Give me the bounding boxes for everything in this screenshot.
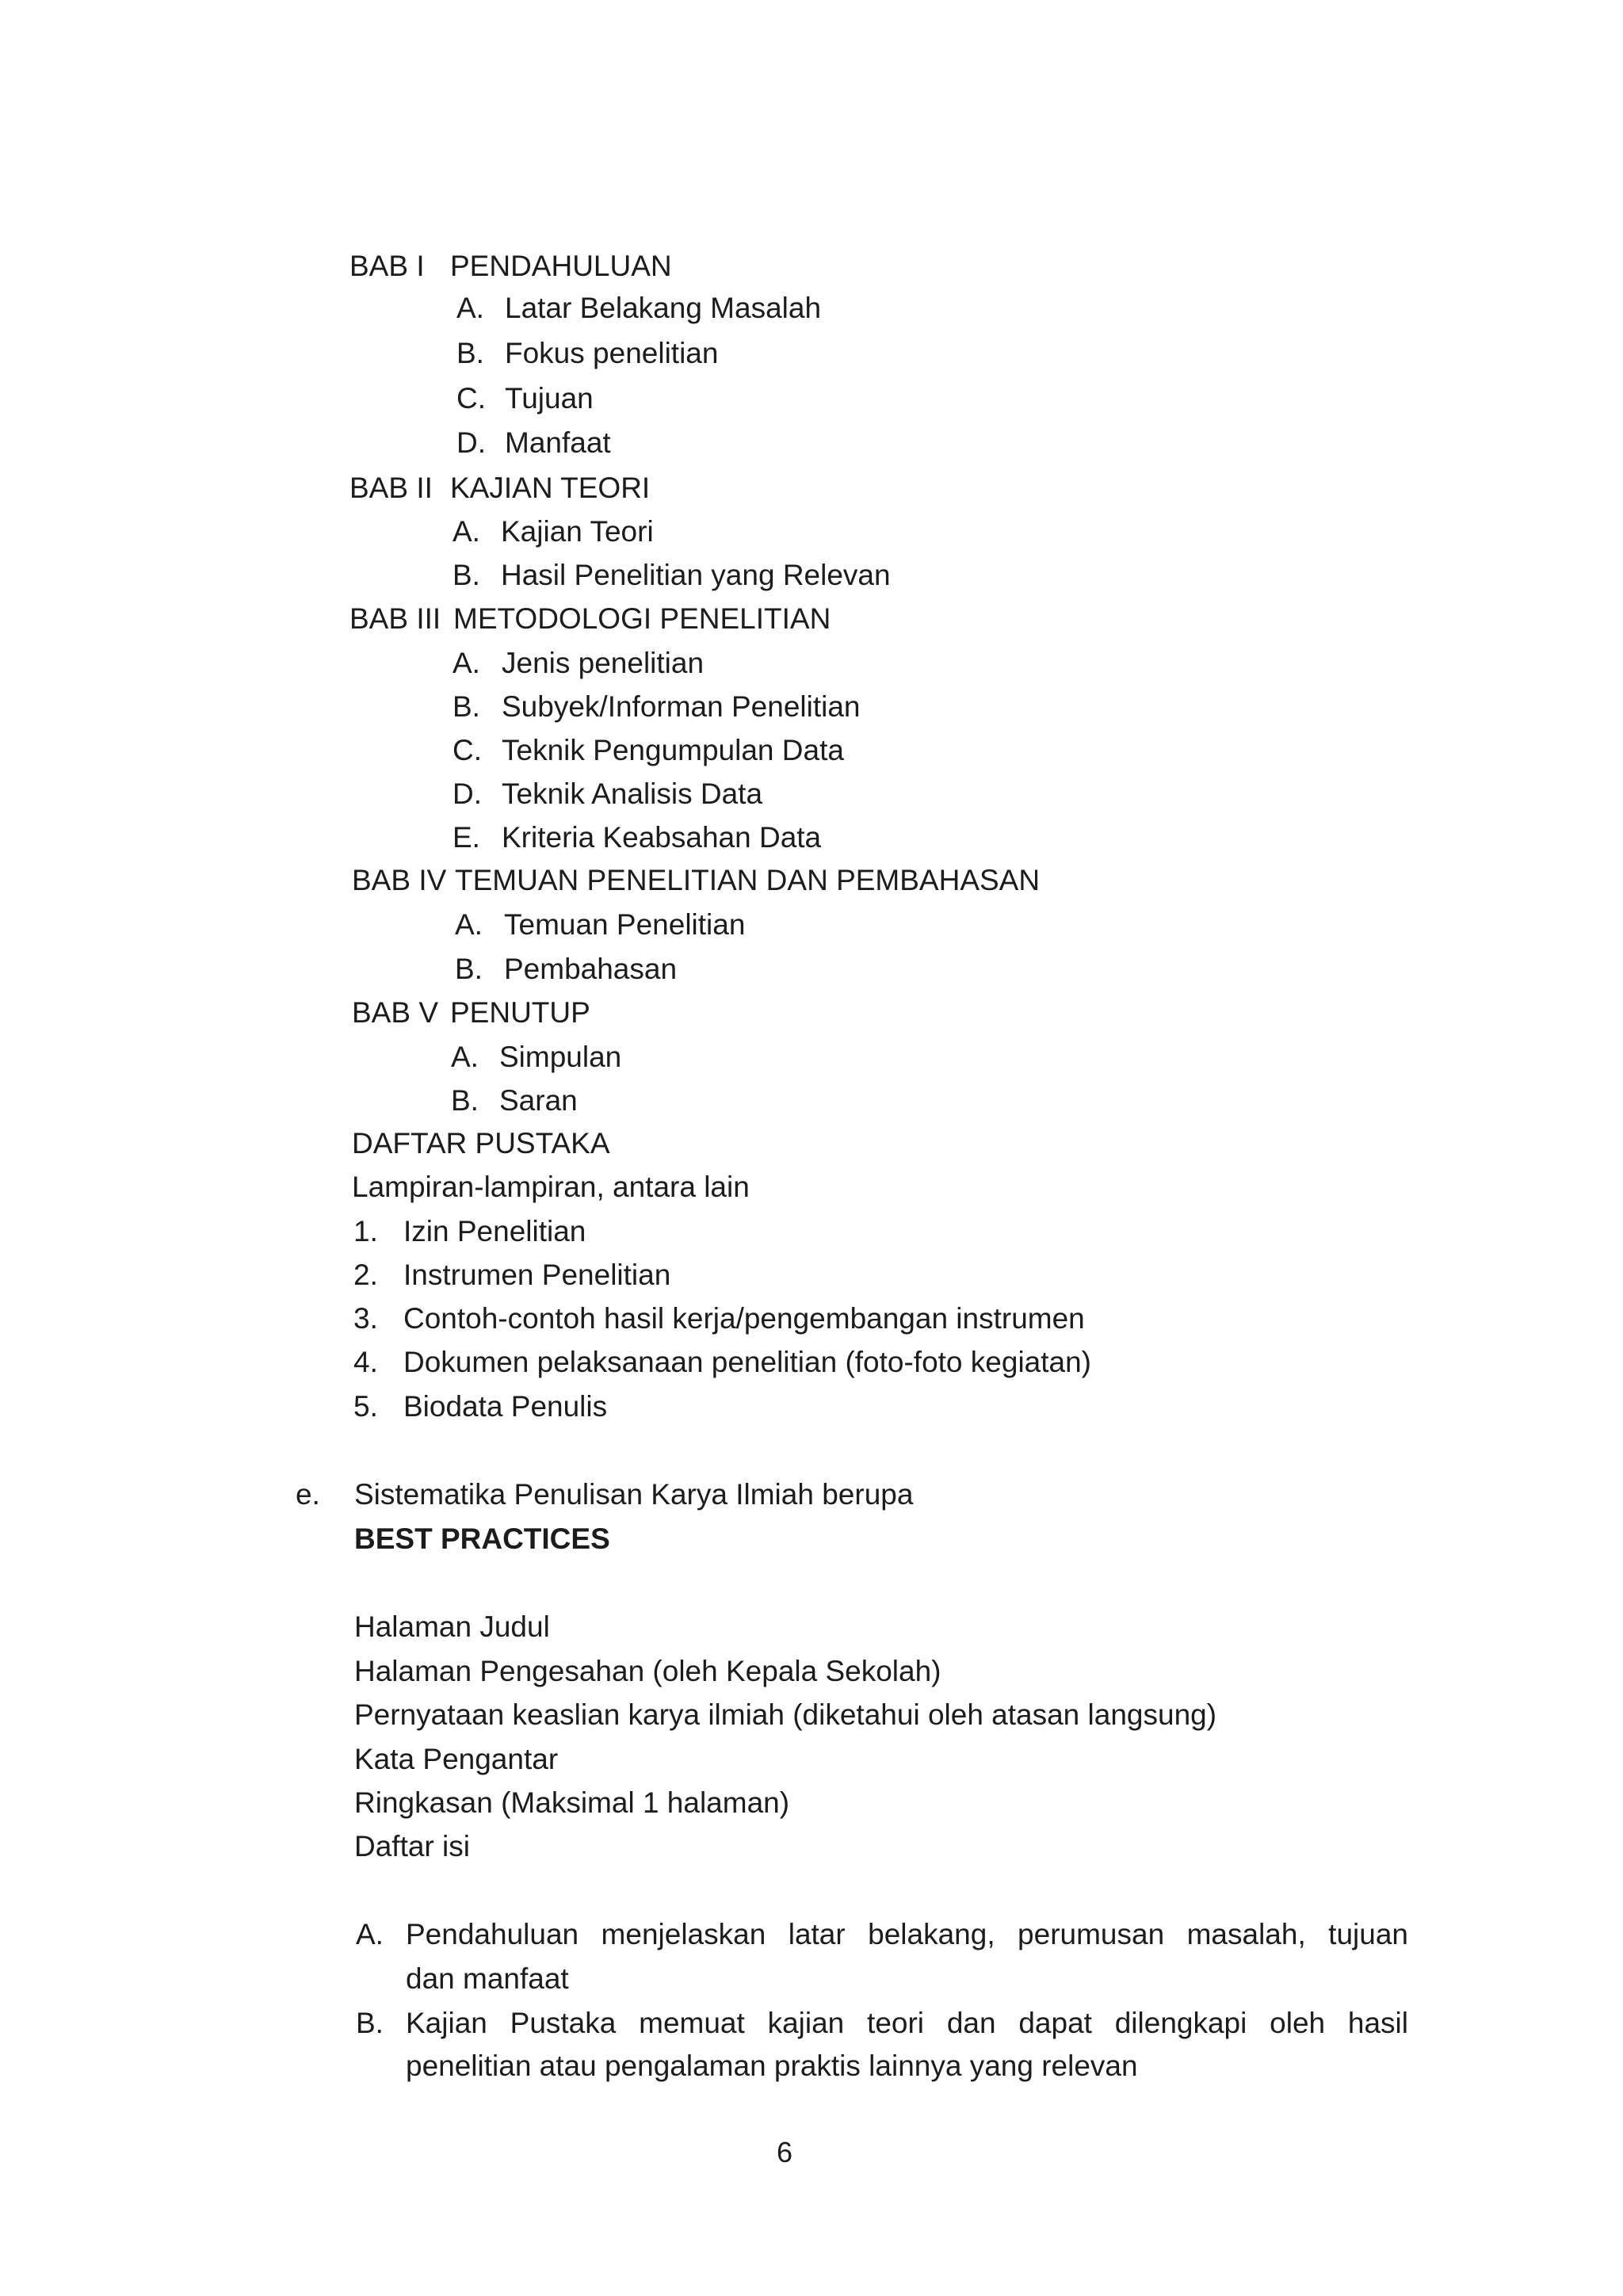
item-text: Teknik Pengumpulan Data — [502, 734, 844, 766]
front-matter-item: Pernyataan keaslian karya ilmiah (diketahui oleh atasan langsung) — [354, 1698, 1217, 1731]
body-item-letter: B. — [356, 2007, 384, 2039]
item-letter: C. — [453, 734, 482, 766]
chapter-title: TEMUAN PENELITIAN DAN PEMBAHASAN — [455, 864, 1041, 896]
item-letter: B. — [453, 690, 480, 723]
item-text: Tujuan — [505, 382, 594, 415]
front-matter-item: Halaman Judul — [354, 1610, 550, 1643]
item-letter: A. — [455, 908, 483, 941]
chapter-title: PENDAHULUAN — [450, 250, 672, 282]
section-heading: Sistematika Penulisan Karya Ilmiah berupa — [354, 1478, 914, 1511]
item-text: Jenis penelitian — [502, 647, 705, 679]
front-matter-item: Halaman Pengesahan (oleh Kepala Sekolah) — [354, 1655, 941, 1687]
chapter-label: BAB II — [349, 472, 433, 504]
item-text: Subyek/Informan Penelitian — [502, 690, 861, 723]
item-letter: A. — [453, 647, 480, 679]
item-letter: A. — [451, 1041, 479, 1073]
lampiran-item: Contoh-contoh hasil kerja/pengembangan instrumen — [403, 1302, 1085, 1335]
item-text: Manfaat — [505, 426, 611, 459]
lampiran-number: 2. — [353, 1259, 378, 1291]
chapter-label: BAB V — [352, 996, 438, 1029]
lampiran-item: Izin Penelitian — [403, 1215, 586, 1247]
lampiran-number: 3. — [353, 1302, 378, 1335]
section-subheading: BEST PRACTICES — [354, 1522, 610, 1555]
front-matter-item: Ringkasan (Maksimal 1 halaman) — [354, 1786, 790, 1819]
body-item-letter: A. — [356, 1918, 384, 1950]
chapter-title: METODOLOGI PENELITIAN — [453, 602, 831, 635]
chapter-label: BAB I — [349, 250, 425, 282]
item-letter: A. — [453, 515, 480, 548]
item-text: Simpulan — [499, 1041, 622, 1073]
item-text: Temuan Penelitian — [504, 908, 746, 941]
daftar-pustaka-heading: DAFTAR PUSTAKA — [352, 1127, 610, 1159]
lampiran-item: Instrumen Penelitian — [403, 1259, 671, 1291]
body-item-text: Pendahuluan menjelaskan latar belakang, perumusan masalah, tujuan — [406, 1918, 1408, 1950]
item-text: Kajian Teori — [501, 515, 654, 548]
front-matter-item: Daftar isi — [354, 1830, 470, 1862]
lampiran-number: 4. — [353, 1346, 378, 1378]
lampiran-item: Biodata Penulis — [403, 1390, 608, 1423]
item-letter: B. — [453, 559, 480, 591]
lampiran-number: 1. — [353, 1215, 378, 1247]
item-text: Fokus penelitian — [505, 337, 719, 369]
body-item-text-continued: dan manfaat — [406, 1962, 569, 1995]
item-letter: E. — [453, 821, 480, 854]
chapter-label: BAB IV — [352, 864, 447, 896]
chapter-title: KAJIAN TEORI — [450, 472, 651, 504]
item-letter: B. — [455, 953, 483, 985]
front-matter-item: Kata Pengantar — [354, 1743, 559, 1775]
body-item-text-continued: penelitian atau pengalaman praktis lainnya yang relevan — [406, 2050, 1138, 2082]
chapter-label: BAB III — [349, 602, 441, 635]
item-text: Teknik Analisis Data — [502, 777, 763, 810]
item-text: Kriteria Keabsahan Data — [502, 821, 822, 854]
item-letter: D. — [456, 426, 486, 459]
chapter-title: PENUTUP — [450, 996, 590, 1029]
item-letter: A. — [456, 292, 484, 324]
page-number: 6 — [777, 2136, 793, 2168]
item-letter: B. — [451, 1084, 479, 1117]
lampiran-intro: Lampiran-lampiran, antara lain — [352, 1171, 750, 1203]
item-letter: D. — [453, 777, 482, 810]
item-text: Saran — [499, 1084, 578, 1117]
body-item-text: Kajian Pustaka memuat kajian teori dan dapat dilengkapi oleh hasil — [406, 2007, 1408, 2039]
item-letter: C. — [456, 382, 486, 415]
item-letter: B. — [456, 337, 484, 369]
lampiran-item: Dokumen pelaksanaan penelitian (foto-foto kegiatan) — [403, 1346, 1092, 1378]
item-text: Hasil Penelitian yang Relevan — [501, 559, 891, 591]
lampiran-number: 5. — [353, 1390, 378, 1423]
section-marker: e. — [296, 1478, 320, 1511]
item-text: Latar Belakang Masalah — [505, 292, 822, 324]
item-text: Pembahasan — [504, 953, 678, 985]
